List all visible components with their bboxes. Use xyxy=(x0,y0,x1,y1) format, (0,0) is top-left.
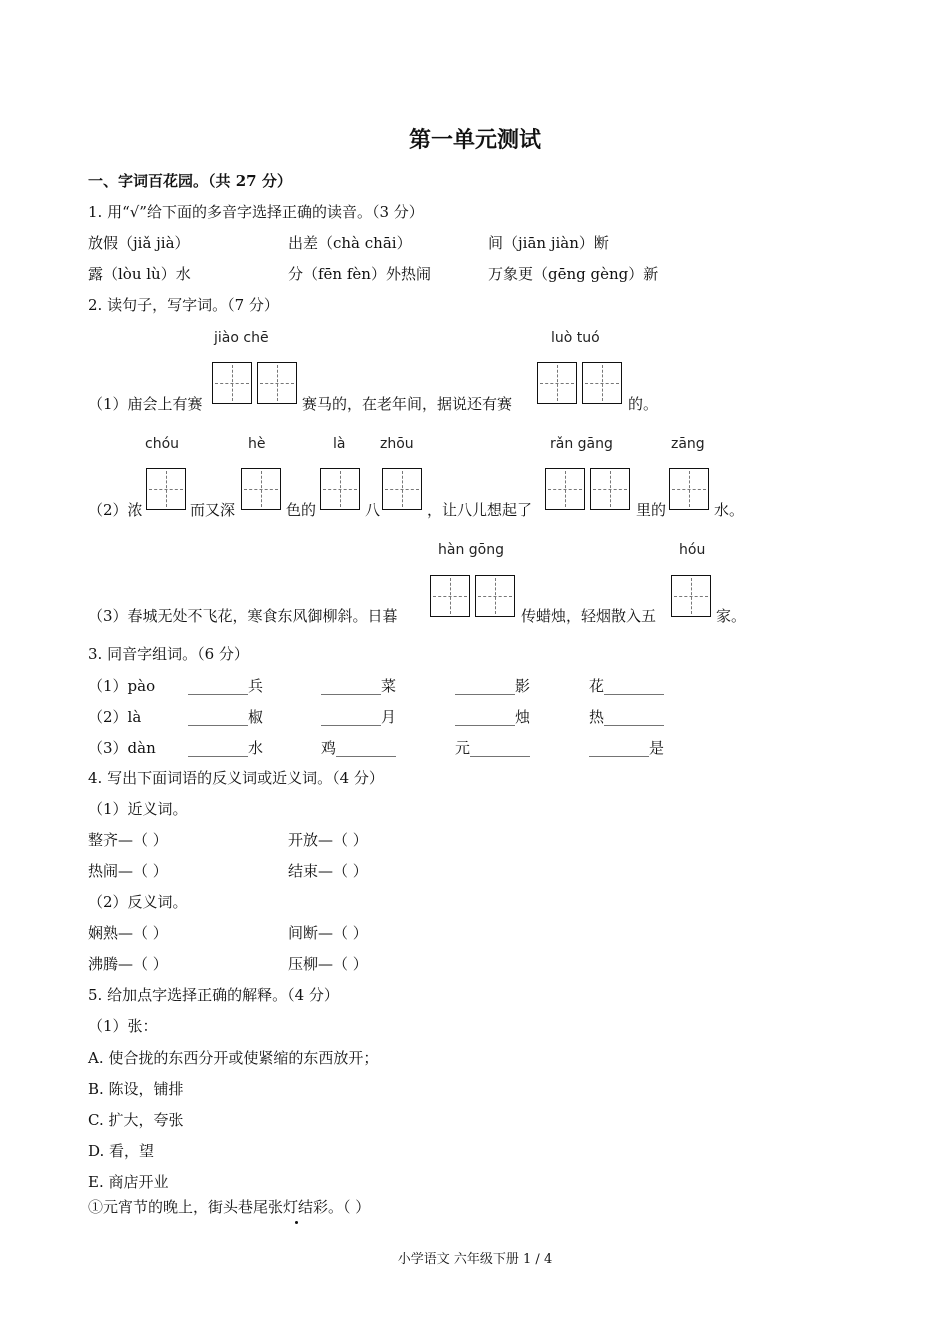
sub-heading: （2）反义词。 xyxy=(88,893,188,911)
pinyin-label: chóu xyxy=(145,436,180,452)
writing-box[interactable] xyxy=(582,362,622,404)
q3-blank[interactable]: ________烛 xyxy=(455,708,531,726)
q4-item[interactable]: 沸腾—（ ） xyxy=(88,955,168,973)
writing-box[interactable] xyxy=(212,362,252,404)
writing-box[interactable] xyxy=(320,468,360,510)
writing-box[interactable] xyxy=(430,575,470,617)
q4-item[interactable]: 整齐—（ ） xyxy=(88,831,168,849)
pinyin-label: hóu xyxy=(679,542,706,558)
q1-item: 露（lòu lù）水 xyxy=(88,265,191,283)
sentence-text: 色的 xyxy=(286,501,317,519)
pinyin-label: hè xyxy=(248,436,266,452)
sentence-text: （1）庙会上有赛 xyxy=(88,395,203,413)
writing-box[interactable] xyxy=(590,468,630,510)
sentence-text: 里的 xyxy=(636,501,667,519)
sentence-text: （3）春城无处不飞花，寒食东风御柳斜。日暮 xyxy=(88,607,398,625)
q3-blank[interactable]: 花________ xyxy=(589,677,665,695)
sentence-text: 水。 xyxy=(714,501,745,519)
sub-heading: （1）张： xyxy=(88,1017,158,1035)
q3-blank[interactable]: ________兵 xyxy=(188,677,264,695)
q3-blank[interactable]: ________水 xyxy=(188,739,264,757)
writing-box[interactable] xyxy=(475,575,515,617)
q4-item[interactable]: 娴熟—（ ） xyxy=(88,924,168,942)
question-3-stem: 3. 同音字组词。（6 分） xyxy=(88,645,249,663)
pinyin-label: luò tuó xyxy=(551,330,600,346)
q3-blank[interactable]: ________菜 xyxy=(321,677,397,695)
emphasis-dot xyxy=(295,1221,298,1224)
sentence-text: 而又深 xyxy=(190,501,236,519)
option-e: E. 商店开业 xyxy=(88,1173,169,1191)
q1-item: 放假（jiǎ jià） xyxy=(88,234,190,252)
writing-box[interactable] xyxy=(241,468,281,510)
sentence-text: （2）浓 xyxy=(88,501,143,519)
pinyin-label: zāng xyxy=(671,436,705,452)
q3-blank[interactable]: 鸡________ xyxy=(321,739,397,757)
q3-blank[interactable]: ________是 xyxy=(589,739,665,757)
q1-item: 出差（chà chāi） xyxy=(288,234,412,252)
question-1-stem: 1. 用“√”给下面的多音字选择正确的读音。（3 分） xyxy=(88,203,424,221)
q1-item: 间（jiān jiàn）断 xyxy=(488,234,609,252)
pinyin-label: rǎn gāng xyxy=(550,436,613,452)
option-b: B. 陈设，铺排 xyxy=(88,1080,184,1098)
q1-item: 万象更（gēng gèng）新 xyxy=(488,265,659,283)
q3-blank[interactable]: ________椒 xyxy=(188,708,264,726)
writing-box[interactable] xyxy=(669,468,709,510)
option-d: D. 看，望 xyxy=(88,1142,155,1160)
writing-box[interactable] xyxy=(257,362,297,404)
question-2-stem: 2. 读句子，写字词。（7 分） xyxy=(88,296,279,314)
q1-item: 分（fēn fèn）外热闹 xyxy=(288,265,431,283)
pinyin-label: là xyxy=(333,436,346,452)
q3-blank[interactable]: ________月 xyxy=(321,708,397,726)
q4-item[interactable]: 间断—（ ） xyxy=(288,924,368,942)
option-a: A. 使合拢的东西分开或使紧缩的东西放开； xyxy=(88,1049,379,1067)
q3-blank[interactable]: 热________ xyxy=(589,708,665,726)
writing-box[interactable] xyxy=(537,362,577,404)
sub-heading: （1）近义词。 xyxy=(88,800,188,818)
pinyin-label: zhōu xyxy=(380,436,414,452)
question-5-stem: 5. 给加点字选择正确的解释。（4 分） xyxy=(88,986,339,1004)
writing-box[interactable] xyxy=(671,575,711,617)
writing-box[interactable] xyxy=(146,468,186,510)
q5-item[interactable]: ①元宵节的晚上，街头巷尾张灯结彩。（ ） xyxy=(88,1198,371,1216)
q4-item[interactable]: 压柳—（ ） xyxy=(288,955,368,973)
q3-blank[interactable]: 元________ xyxy=(455,739,531,757)
page-title: 第一单元测试 xyxy=(408,127,541,153)
page-footer: 小学语文 六年级下册 1 / 4 xyxy=(397,1252,553,1267)
q3-blank[interactable]: ________影 xyxy=(455,677,531,695)
writing-box[interactable] xyxy=(382,468,422,510)
sentence-text: 八 xyxy=(365,501,381,519)
q3-label: （1）pào xyxy=(88,677,156,695)
option-c: C. 扩大，夸张 xyxy=(88,1111,184,1129)
q3-label: （3）dàn xyxy=(88,739,156,757)
writing-box[interactable] xyxy=(545,468,585,510)
q4-item[interactable]: 热闹—（ ） xyxy=(88,862,168,880)
pinyin-label: hàn gōng xyxy=(438,542,504,558)
question-4-stem: 4. 写出下面词语的反义词或近义词。（4 分） xyxy=(88,769,384,787)
sentence-text: 赛马的，在老年间，据说还有赛 xyxy=(302,395,513,413)
pinyin-label: jiào chē xyxy=(214,330,269,346)
sentence-text: ，让八儿想起了 xyxy=(427,501,533,519)
sentence-text: 传蜡烛，轻烟散入五 xyxy=(521,607,657,625)
q4-item[interactable]: 结束—（ ） xyxy=(288,862,368,880)
q3-label: （2）là xyxy=(88,708,142,726)
q4-item[interactable]: 开放—（ ） xyxy=(288,831,368,849)
sentence-text: 家。 xyxy=(716,607,747,625)
section-heading: 一、字词百花园。（共 27 分） xyxy=(88,172,292,190)
sentence-text: 的。 xyxy=(628,395,659,413)
